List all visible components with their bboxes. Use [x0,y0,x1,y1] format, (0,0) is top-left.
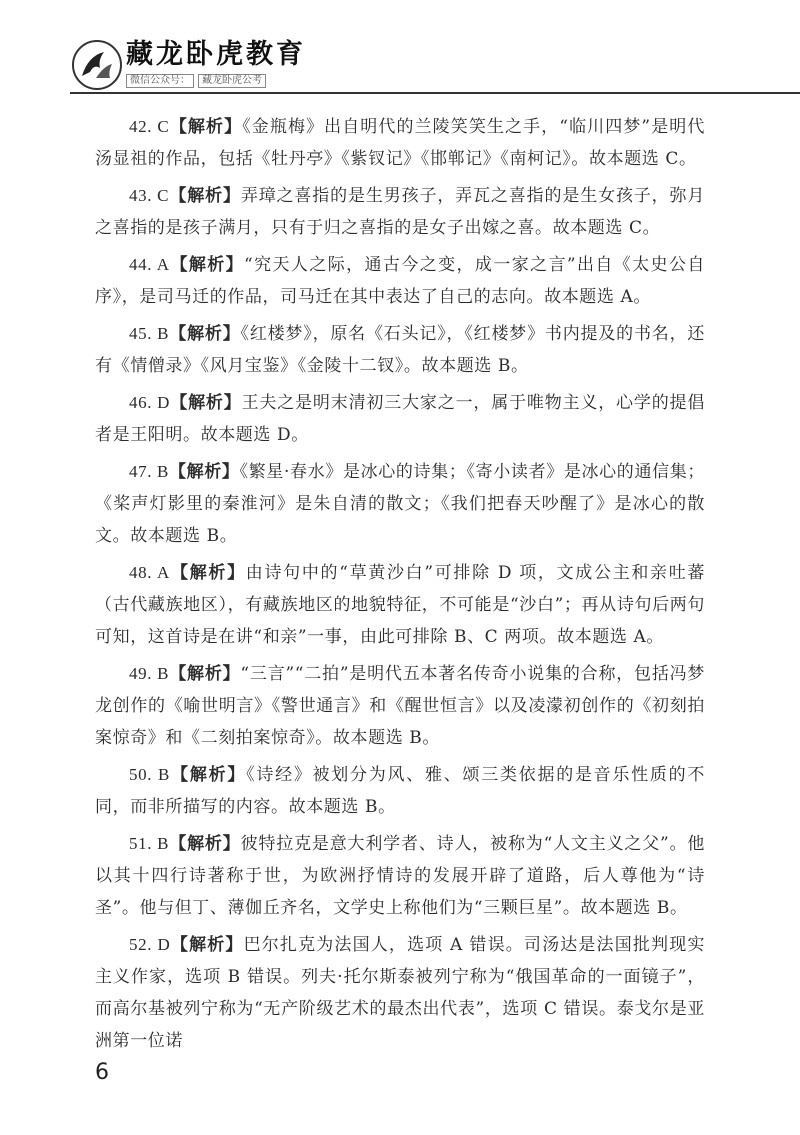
tagline-part-1: 微信公众号： [126,74,194,88]
answer-number: 48. A [129,563,170,582]
answer-explanation: 弄璋之喜指的是生男孩子，弄瓦之喜指的是生女孩子，弥月之喜指的是孩子满月，只有于归之喜指的是女子出嫁之喜。故本题选 C。 [95,186,705,238]
answer-list [95,111,705,1062]
answer-entry-49 [95,658,705,754]
answer-explanation: 由诗句中的“草黄沙白”可排除 D 项，文成公主和亲吐蕃（古代藏族地区），有藏族地区的地貌特征，不可能是“沙白”；再从诗句后两句可知，这首诗是在讲“和亲”一事，由此可排除 B、C 两项。故本题选 A。 [95,563,705,647]
page-number: 6 [95,1060,109,1085]
dragon-logo-icon [74,42,120,88]
analysis-tag: 【解析】 [168,462,240,482]
answer-entry-43 [95,180,705,244]
answer-number: 50. B [129,765,170,784]
brand-tagline [126,74,270,88]
answer-number: 44. A [129,255,170,274]
answer-entry-50 [95,759,705,823]
answer-explanation: 《繁星·春水》是冰心的诗集；《寄小读者》是冰心的通信集；《桨声灯影里的秦淮河》是朱自清的散文；《我们把春天吵醒了》是冰心的散文。故本题选 B。 [95,462,705,546]
answer-explanation: 《金瓶梅》出自明代的兰陵笑笑生之手，“临川四梦”是明代汤显祖的作品，包括《牡丹亭》《紫钗记》《邯郸记》《南柯记》。故本题选 C。 [95,117,705,169]
answer-explanation: 《诗经》被划分为风、雅、颂三类依据的是音乐性质的不同，而非所描写的内容。故本题选 B。 [95,765,705,817]
answer-explanation: 彼特拉克是意大利学者、诗人，被称为“人文主义之父”。他以其十四行诗著称于世，为欧洲抒情诗的发展开辟了道路，后人尊他为“诗圣”。他与但丁、薄伽丘齐名，文学史上称他们为“三颗巨星”。故本题选 B。 [95,834,705,918]
answer-entry-46 [95,387,705,451]
answer-number: 45. B [129,324,170,343]
tagline-part-2: 藏龙卧虎公考 [198,74,266,88]
analysis-tag: 【解析】 [169,563,246,583]
answer-explanation: 《红楼梦》，原名《石头记》，《红楼梦》书内提及的书名，还有《情僧录》《风月宝鉴》《金陵十二钗》。故本题选 B。 [95,324,705,376]
answer-entry-45 [95,318,705,382]
answer-number: 47. B [129,462,169,481]
analysis-tag: 【解析】 [169,834,241,854]
answer-explanation: “三言”“二拍”是明代五本著名传奇小说集的合称，包括冯梦龙创作的《喻世明言》《警世通言》和《醒世恒言》以及凌濛初创作的《初刻拍案惊奇》和《二刻拍案惊奇》。故本题选 B。 [95,664,706,748]
analysis-tag: 【解析】 [169,255,245,275]
analysis-tag: 【解析】 [169,186,241,206]
answer-explanation: “究天人之际，通古今之变，成一家之言”出自《太史公自序》，是司马迁的作品，司马迁在其中表达了自己的志向。故本题选 A。 [95,255,705,307]
answer-number: 46. D [129,393,171,412]
answer-entry-47 [95,456,705,552]
answer-number: 43. C [129,186,170,205]
header-rule [70,92,800,94]
analysis-tag: 【解析】 [169,664,241,684]
answer-explanation: 巴尔扎克为法国人，选项 A 错误。司汤达是法国批判现实主义作家，选项 B 错误。列夫·托尔斯泰被列宁称为“俄国革命的一面镜子”，而高尔基被列宁称为“无产阶级艺术的最杰出代表”，选项 C 错误。泰戈尔是亚洲第一位诺 [95,935,705,1051]
answer-entry-42 [95,111,705,175]
brand-name: 藏龙卧虎教育 [126,39,306,70]
answer-number: 42. C [129,117,170,136]
answer-number: 52. D [129,935,171,954]
answer-number: 49. B [129,664,170,683]
answer-entry-48 [95,557,705,653]
analysis-tag: 【解析】 [169,765,247,785]
analysis-tag: 【解析】 [169,117,243,137]
analysis-tag: 【解析】 [169,324,241,344]
answer-entry-52 [95,929,705,1057]
answer-entry-51 [95,828,705,924]
answer-number: 51. B [129,834,170,853]
answer-entry-44 [95,249,705,313]
analysis-tag: 【解析】 [170,393,242,413]
analysis-tag: 【解析】 [170,935,244,955]
answer-explanation: 王夫之是明末清初三大家之一，属于唯物主义，心学的提倡者是王阳明。故本题选 D。 [95,393,705,445]
page-header [0,0,800,92]
brand-logo [72,40,122,90]
